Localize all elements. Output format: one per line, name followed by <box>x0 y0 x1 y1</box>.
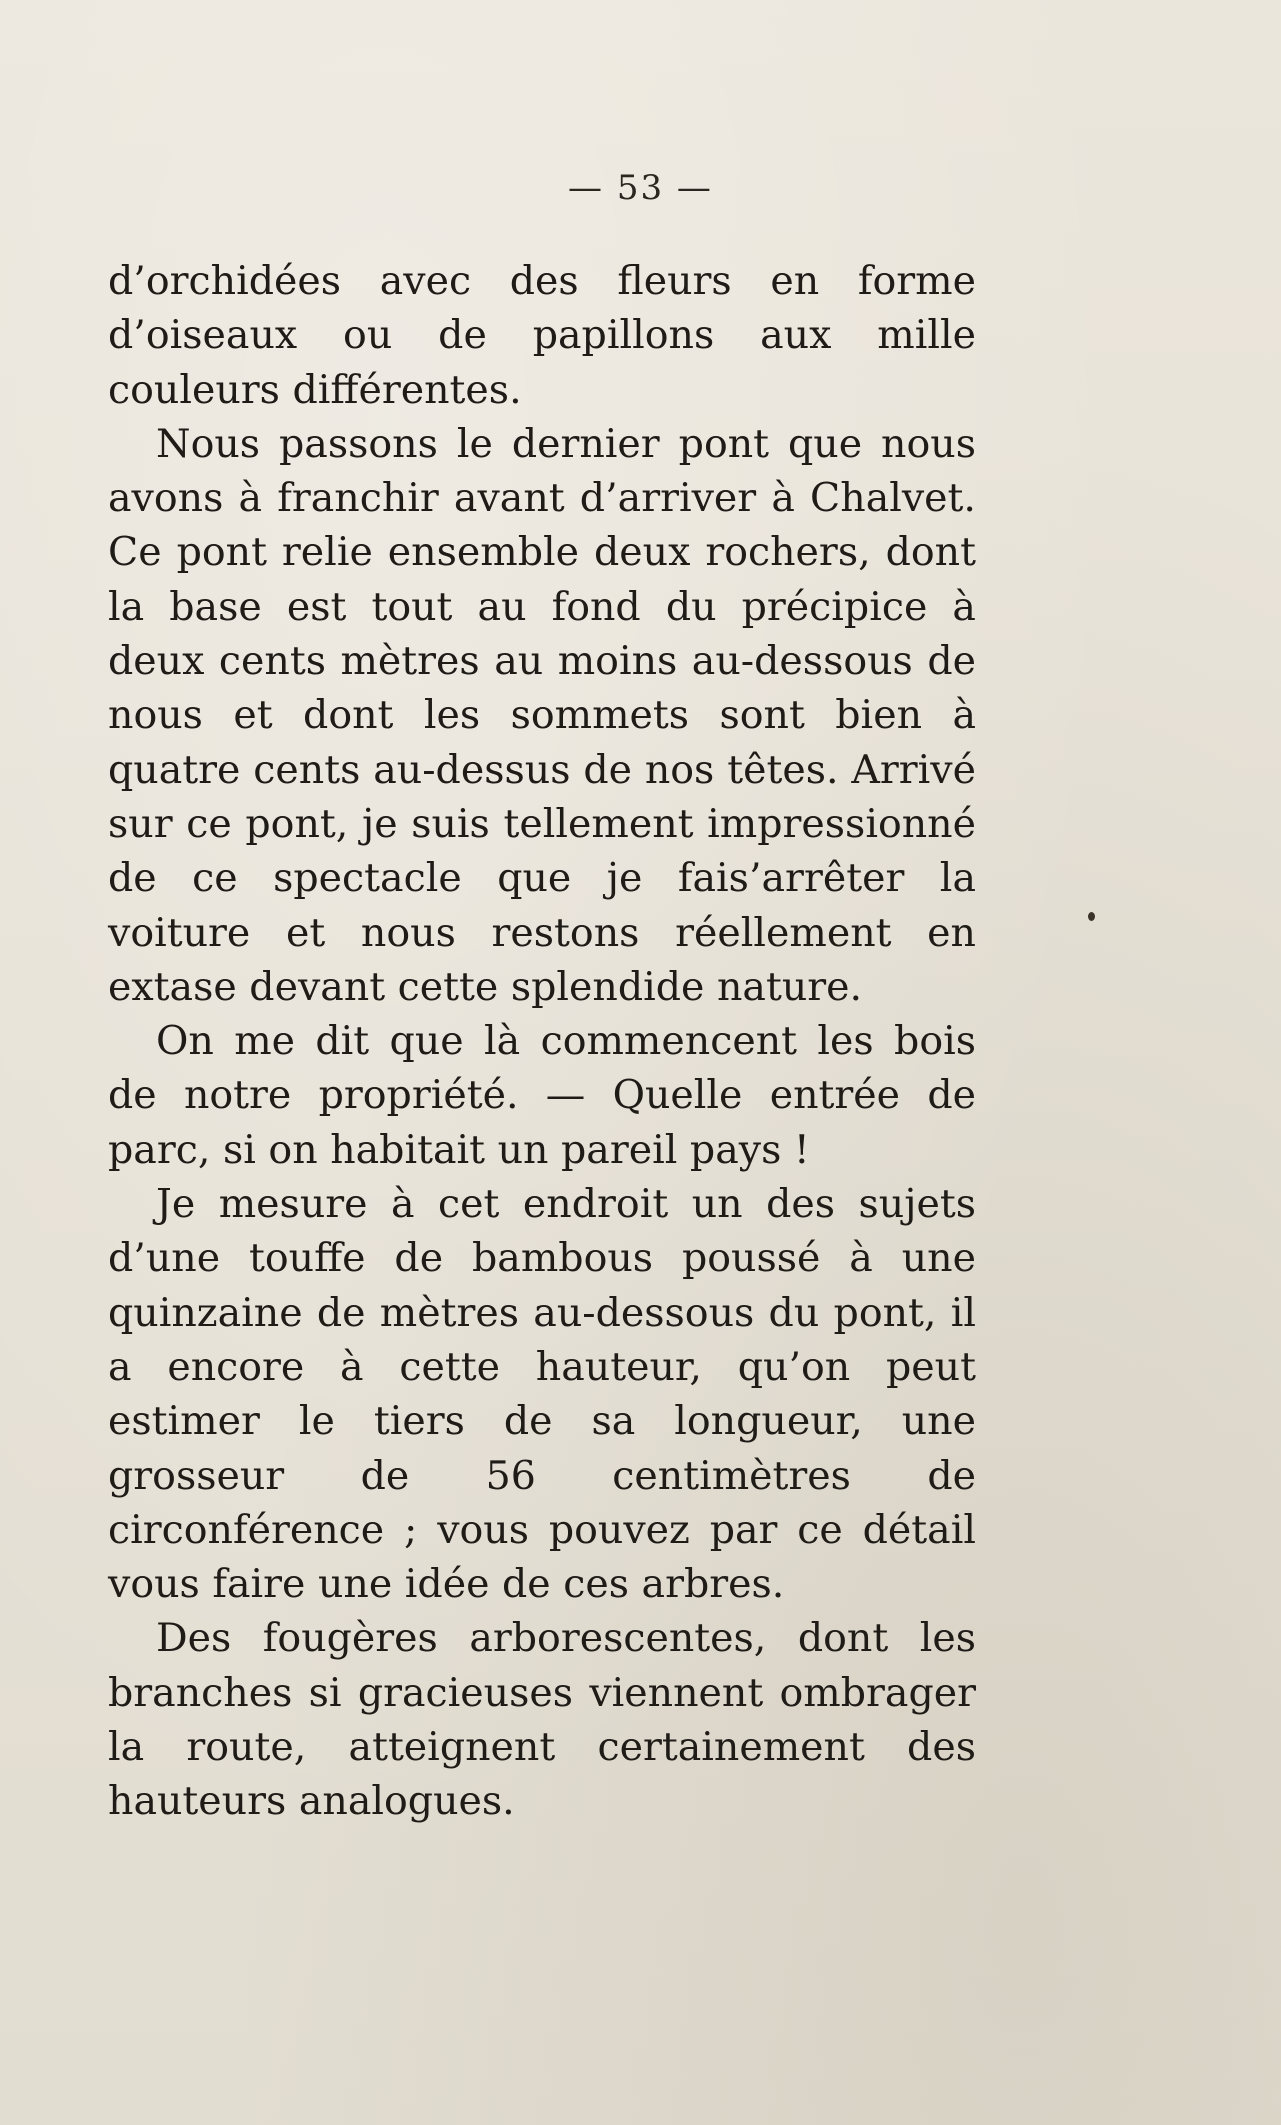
paragraph-2: Nous passons le dernier pont que nous avons à franchir avant d’arriver à Chalvet. Ce pont relie ensemble deux rochers, dont la base est tout au fond du précipice à deux cents mètres au moins au-dessous de nous et dont les sommets sont bien à quatre cents au-dessus de nos têtes. Arrivé sur ce pont, je suis tellement impressionné de ce spectacle que je fais’arrêter la voiture et nous restons réellement en extase devant cette splendide nature. <box>108 420 976 1010</box>
paragraph-4: Je mesure à cet endroit un des sujets d’une touffe de bambous poussé à une quinzaine de mètres au-dessous du pont, il a encore à cette hauteur, qu’on peut estimer le tiers de sa longueur, une grosseur de 56 centimètres de circonférence ; vous pouvez par ce détail vous faire une idée de ces arbres. <box>108 1181 976 1608</box>
body-text <box>108 254 976 1829</box>
paragraph-3: On me dit que là commencent les bois de notre propriété. — Quelle entrée de parc, si on habitait un pareil pays ! <box>108 1018 976 1173</box>
paragraph-5: Des fougères arborescentes, dont les branches si gracieuses viennent ombrager la route, atteignent certainement des hauteurs analogues. <box>108 1615 976 1825</box>
ink-speck <box>1088 912 1095 921</box>
paragraph-1: d’orchidées avec des fleurs en forme d’oiseaux ou de papillons aux mille couleurs différentes. <box>108 258 976 413</box>
page-number: — 53 — <box>568 168 713 208</box>
